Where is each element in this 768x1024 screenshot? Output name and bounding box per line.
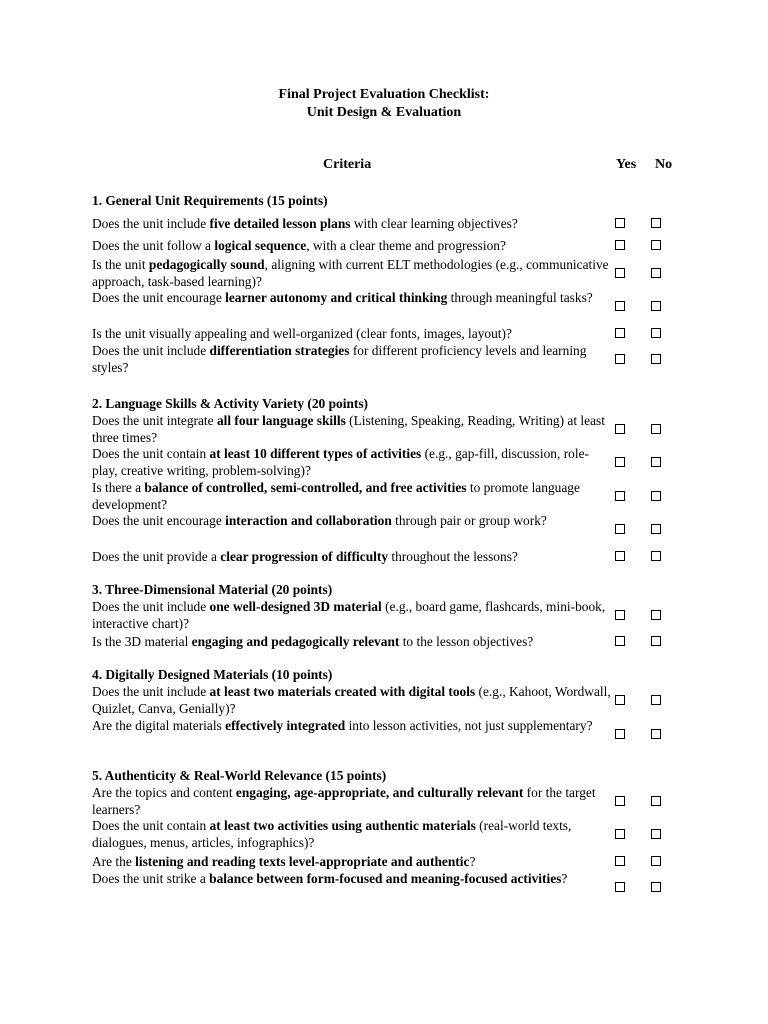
criterion-text	[92, 257, 614, 290]
yes-checkbox[interactable]	[615, 882, 625, 892]
criterion-emphasis: listening and reading texts level-appropriate and authentic	[135, 854, 470, 869]
no-checkbox[interactable]	[651, 695, 661, 705]
checklist-item	[92, 718, 692, 751]
criterion-text-run: Does the unit include	[92, 599, 210, 614]
no-checkbox[interactable]	[651, 796, 661, 806]
no-checkbox[interactable]	[651, 829, 661, 839]
criterion-emphasis: at least 10 different types of activities	[209, 446, 422, 461]
criterion-text	[92, 235, 614, 257]
criterion-text	[92, 547, 614, 567]
criterion-text-run: Is the 3D material	[92, 634, 192, 649]
no-checkbox[interactable]	[651, 524, 661, 534]
criterion-text	[92, 513, 614, 530]
yes-checkbox[interactable]	[615, 301, 625, 311]
criterion-emphasis: pedagogically sound	[148, 257, 265, 272]
no-checkbox[interactable]	[651, 354, 661, 364]
no-checkbox[interactable]	[651, 882, 661, 892]
no-checkbox[interactable]	[651, 729, 661, 739]
criterion-emphasis: effectively integrated	[225, 718, 346, 733]
no-checkbox[interactable]	[651, 328, 661, 338]
yes-checkbox[interactable]	[615, 240, 625, 250]
criterion-text-run: throughout the lessons?	[388, 549, 518, 564]
checklist-item	[92, 684, 692, 718]
yes-checkbox[interactable]	[615, 551, 625, 561]
section-heading: 3. Three-Dimensional Material (20 points)	[92, 582, 333, 597]
yes-checkbox[interactable]	[615, 729, 625, 739]
checklist-item	[92, 413, 692, 446]
checklist-item	[92, 818, 692, 852]
criterion-text-run: Is there a	[92, 480, 145, 495]
criterion-emphasis: logical sequence	[214, 238, 307, 253]
no-checkbox[interactable]	[651, 856, 661, 866]
checklist-item	[92, 599, 692, 633]
yes-checkbox[interactable]	[615, 856, 625, 866]
checklist-item	[92, 871, 692, 905]
criterion-text-run: for different proficiency levels and learning styles?	[92, 343, 587, 375]
criterion-text-run: Does the unit contain	[92, 446, 210, 461]
criterion-text-run: Does the unit integrate	[92, 413, 217, 428]
no-checkbox[interactable]	[651, 610, 661, 620]
section-heading: 5. Authenticity & Real-World Relevance (15 points)	[92, 768, 387, 783]
no-column-header: No	[655, 157, 673, 172]
section-1-general-requirements	[92, 192, 692, 376]
title-line-1: Final Project Evaluation Checklist:	[278, 87, 490, 102]
criterion-text-run: through pair or group work?	[391, 513, 547, 528]
no-checkbox[interactable]	[651, 491, 661, 501]
criterion-text	[92, 818, 614, 851]
yes-checkbox[interactable]	[615, 524, 625, 534]
criterion-text	[92, 852, 614, 871]
criterion-text-run: Is the unit visually appealing and well-organized (clear fonts, images, layout)?	[92, 326, 512, 341]
no-checkbox[interactable]	[651, 551, 661, 561]
yes-checkbox[interactable]	[615, 636, 625, 646]
criterion-text-run: to the lesson objectives?	[399, 634, 534, 649]
criterion-text-run: Does the unit include	[92, 343, 210, 358]
criterion-text-run: , with a clear theme and progression?	[306, 238, 506, 253]
yes-checkbox[interactable]	[615, 457, 625, 467]
yes-checkbox[interactable]	[615, 328, 625, 338]
criterion-text	[92, 324, 614, 343]
criterion-text-run: to promote language development?	[92, 480, 580, 512]
criterion-text	[92, 212, 614, 235]
checklist-item	[92, 513, 692, 547]
document-title	[0, 86, 768, 122]
column-header-row	[0, 156, 768, 174]
criterion-text-run: Are the	[92, 854, 136, 869]
criterion-text	[92, 785, 614, 818]
criterion-text-run: Does the unit encourage	[92, 290, 226, 305]
criterion-text-run: (e.g., gap-fill, discussion, role-play, creative writing, problem-solving)?	[92, 446, 589, 478]
checklist-item	[92, 785, 692, 818]
criterion-text-run: Are the digital materials	[92, 718, 226, 733]
criterion-emphasis: balance of controlled, semi-controlled, and free activities	[144, 480, 467, 495]
criterion-emphasis: interaction and collaboration	[225, 513, 392, 528]
checklist-item	[92, 235, 692, 257]
no-checkbox[interactable]	[651, 457, 661, 467]
criterion-text-run: Does the unit follow a	[92, 238, 215, 253]
checklist-item	[92, 212, 692, 235]
criterion-text-run: Does the unit provide a	[92, 549, 221, 564]
yes-checkbox[interactable]	[615, 218, 625, 228]
section-heading: 4. Digitally Designed Materials (10 points)	[92, 667, 333, 682]
criterion-text-run: through meaningful tasks?	[447, 290, 593, 305]
criterion-emphasis: balance between form-focused and meaning-focused activities	[209, 871, 562, 886]
no-checkbox[interactable]	[651, 268, 661, 278]
criterion-text-run: into lesson activities, not just supplementary?	[345, 718, 593, 733]
criterion-text-run: Does the unit include	[92, 216, 210, 231]
yes-checkbox[interactable]	[615, 491, 625, 501]
criterion-text	[92, 290, 614, 307]
criterion-emphasis: at least two materials created with digital tools	[209, 684, 476, 699]
checklist-item	[92, 324, 692, 343]
criterion-text-run: (real-world texts, dialogues, menus, articles, infographics)?	[92, 818, 572, 850]
criterion-text	[92, 718, 614, 735]
criterion-text	[92, 871, 614, 888]
checklist-item	[92, 547, 692, 567]
criteria-column-header: Criteria	[323, 157, 372, 172]
no-checkbox[interactable]	[651, 424, 661, 434]
no-checkbox[interactable]	[651, 218, 661, 228]
yes-column-header: Yes	[616, 157, 637, 172]
criterion-emphasis: one well-designed 3D material	[209, 599, 382, 614]
criterion-emphasis: clear progression of difficulty	[220, 549, 389, 564]
criterion-emphasis: engaging, age-appropriate, and culturally relevant	[235, 785, 524, 800]
no-checkbox[interactable]	[651, 301, 661, 311]
criterion-emphasis: five detailed lesson plans	[209, 216, 351, 231]
section-2-language-skills	[92, 395, 692, 567]
checklist-item	[92, 290, 692, 324]
checklist-item	[92, 343, 692, 376]
checklist-item	[92, 852, 692, 871]
criterion-text-run: (e.g., board game, flashcards, mini-book, interactive chart)?	[92, 599, 606, 631]
criterion-text-run: Is the unit	[92, 257, 149, 272]
criterion-text	[92, 480, 614, 513]
checklist-item	[92, 257, 692, 290]
criterion-text-run: for the target learners?	[92, 785, 596, 817]
yes-checkbox[interactable]	[615, 829, 625, 839]
no-checkbox[interactable]	[651, 240, 661, 250]
no-checkbox[interactable]	[651, 636, 661, 646]
criterion-text	[92, 599, 614, 632]
title-line-2: Unit Design & Evaluation	[306, 105, 462, 120]
criterion-text	[92, 684, 614, 717]
checklist-item	[92, 446, 692, 480]
criterion-text-run: Does the unit include	[92, 684, 210, 699]
criterion-text-run: (Listening, Speaking, Reading, Writing) at least three times?	[92, 413, 605, 445]
checklist-item	[92, 633, 692, 651]
criterion-text-run: , aligning with current ELT methodologies (e.g., communicative approach, task-based learning)?	[92, 257, 609, 289]
criterion-text-run: Are the topics and content	[92, 785, 236, 800]
section-4-digital-materials	[92, 666, 692, 751]
criterion-text	[92, 413, 614, 446]
criterion-text-run: (e.g., Kahoot, Wordwall, Quizlet, Canva, Genially)?	[92, 684, 611, 716]
yes-checkbox[interactable]	[615, 610, 625, 620]
criterion-text-run: Does the unit strike a	[92, 871, 210, 886]
section-5-authenticity	[92, 767, 692, 905]
criterion-text-run: with clear learning objectives?	[350, 216, 518, 231]
criterion-text-run: ?	[469, 854, 476, 869]
checklist-item	[92, 480, 692, 513]
section-heading: 2. Language Skills & Activity Variety (20 points)	[92, 396, 369, 411]
yes-checkbox[interactable]	[615, 354, 625, 364]
section-3-three-dimensional-material	[92, 581, 692, 651]
yes-checkbox[interactable]	[615, 796, 625, 806]
criterion-emphasis: learner autonomy and critical thinking	[225, 290, 448, 305]
yes-checkbox[interactable]	[615, 695, 625, 705]
criterion-text	[92, 343, 614, 376]
criterion-text	[92, 633, 614, 651]
criterion-text-run: ?	[561, 871, 568, 886]
criterion-text	[92, 446, 614, 479]
criterion-text-run: Does the unit encourage	[92, 513, 226, 528]
criterion-emphasis: engaging and pedagogically relevant	[191, 634, 400, 649]
criterion-emphasis: at least two activities using authentic materials	[209, 818, 476, 833]
section-heading: 1. General Unit Requirements (15 points)	[92, 193, 328, 208]
criterion-text-run: Does the unit contain	[92, 818, 210, 833]
criterion-emphasis: differentiation strategies	[209, 343, 350, 358]
yes-checkbox[interactable]	[615, 268, 625, 278]
criterion-emphasis: all four language skills	[216, 413, 346, 428]
yes-checkbox[interactable]	[615, 424, 625, 434]
